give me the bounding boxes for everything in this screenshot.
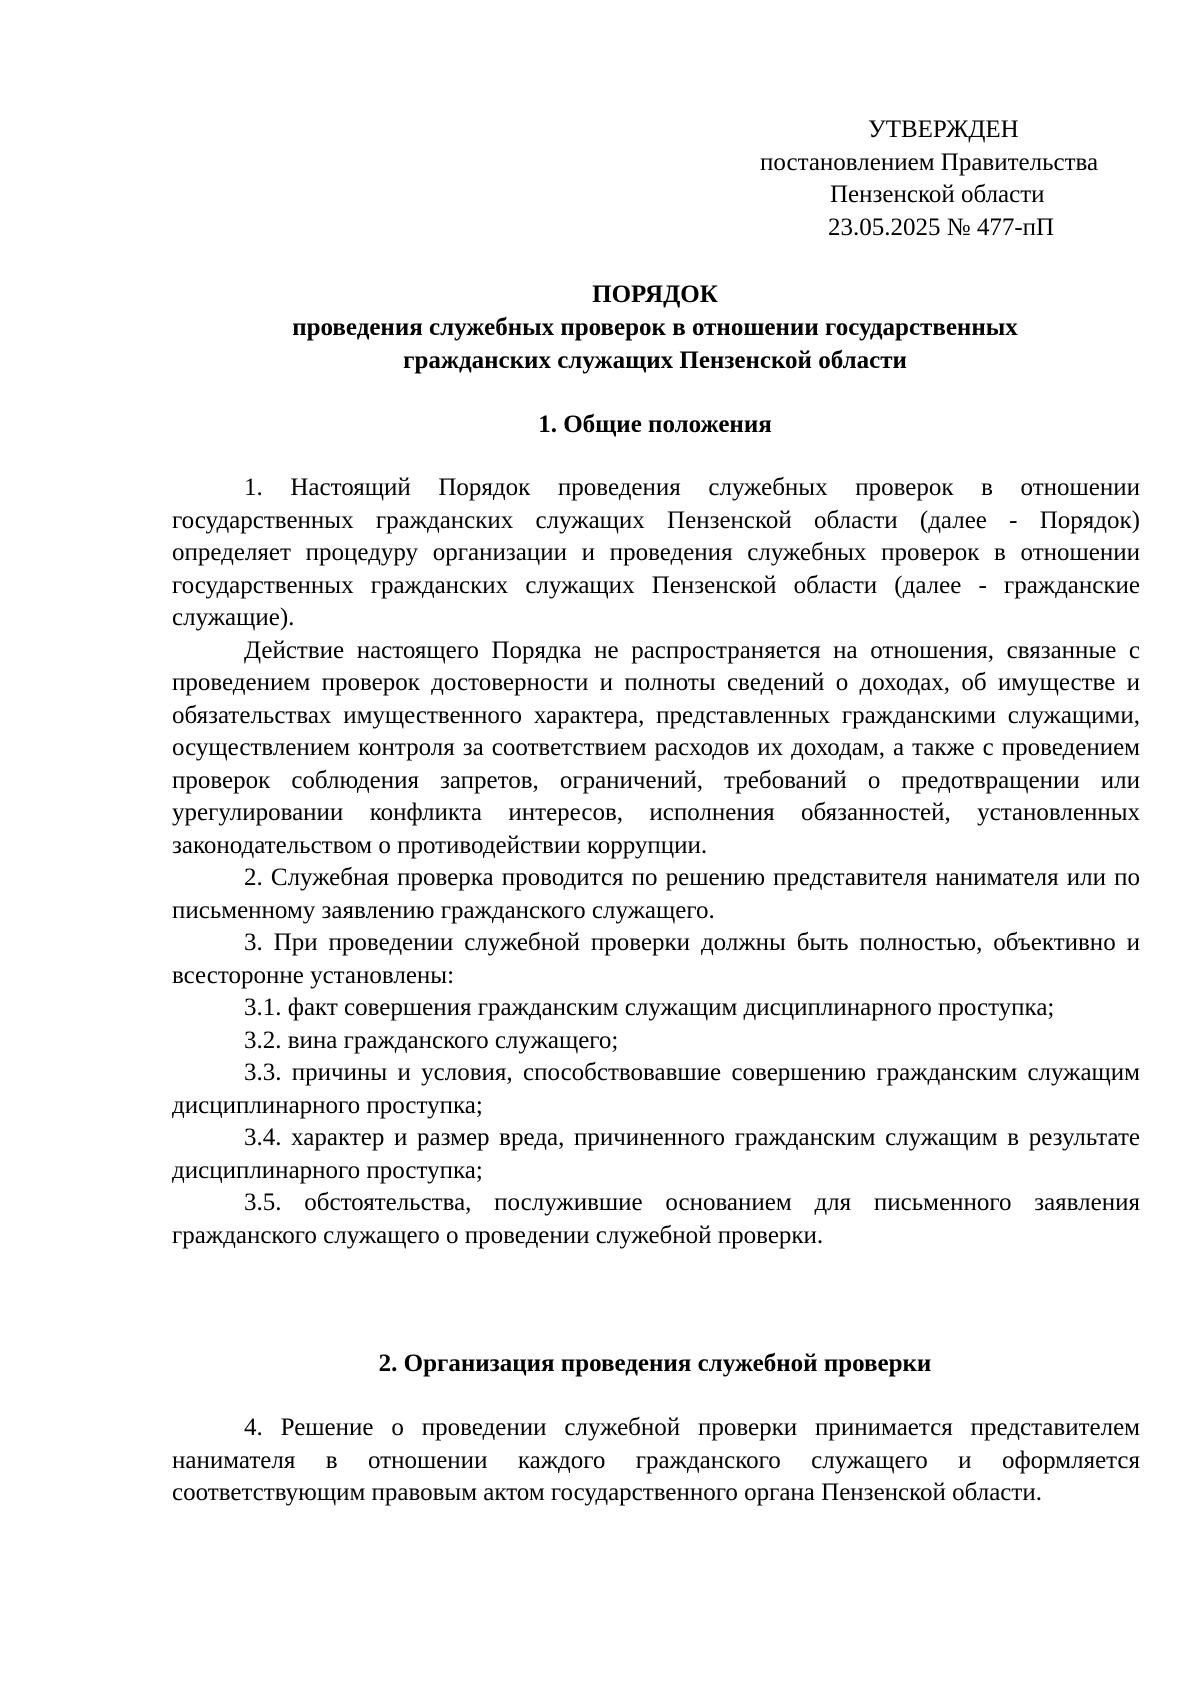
approval-line-date-number: 23.05.2025 № 477-пП [828, 213, 1055, 241]
paragraph-3-2: 3.2. вина гражданского служащего; [244, 1026, 619, 1054]
paragraph-3-5: 3.5. обстоятельства, послужившие основанием для письменного заявления гражданского служащего о проведении служебной проверки. [172, 1189, 1140, 1249]
title-line-2: проведения служебных проверок в отношении государственных [292, 314, 1018, 341]
title-line-3: гражданских служащих Пензенской области [403, 347, 907, 374]
paragraph-4: 4. Решение о проведении служебной проверки принимается представителем нанимателя в отношении каждого гражданского служащего и оформляется соответствующим правовым актом государственного органа Пензенской области. [172, 1414, 1140, 1506]
approval-line-region: Пензенской области [830, 181, 1045, 208]
paragraph-1: 1. Настоящий Порядок проведения служебных проверок в отношении государственных гражданских служащих Пензенской области (далее - Порядок) определяет процедуру организации и проведения служебных проверок в отношении государственных гражданских служащих Пензенской области (далее - гражданские служащие). [172, 474, 1140, 631]
section-1-body [172, 472, 1140, 1252]
title-line-1: ПОРЯДОК [592, 281, 718, 308]
paragraph-2: 2. Служебная проверка проводится по решению представителя нанимателя или по письменному заявлению гражданского служащего. [172, 864, 1140, 924]
section-1-heading: 1. Общие положения [538, 411, 772, 438]
paragraph-3-4: 3.4. характер и размер вреда, причиненного гражданским служащим в результате дисциплинарного проступка; [172, 1124, 1140, 1184]
approval-line-approved: УТВЕРЖДЕН [868, 116, 1019, 143]
approval-stamp [760, 114, 1160, 244]
paragraph-3-1: 3.1. факт совершения гражданским служащим дисциплинарного проступка; [244, 994, 1055, 1021]
document-title [170, 278, 1140, 377]
paragraph-1-scope: Действие настоящего Порядка не распространяется на отношения, связанные с проведением проверок достоверности и полноты сведений о доходах, об имуществе и обязательствах имущественного характера, представленных гражданскими служащими, осуществлением контроля за соответствием расходов их доходам, а также с проведением проверок соблюдения запретов, ограничений, требований о предотвращении или урегулировании конфликта интересов, исполнения обязанностей, установленных законодательством о противодействии коррупции. [172, 636, 1140, 859]
approval-line-decree: постановлением Правительства [760, 148, 1099, 176]
paragraph-3-3: 3.3. причины и условия, способствовавшие совершению гражданским служащим дисциплинарного проступка; [172, 1059, 1140, 1119]
section-2-body [172, 1412, 1140, 1510]
paragraph-3: 3. При проведении служебной проверки должны быть полностью, объективно и всесторонне установлены: [172, 929, 1140, 989]
section-2-heading: 2. Организация проведения служебной проверки [378, 1350, 932, 1377]
